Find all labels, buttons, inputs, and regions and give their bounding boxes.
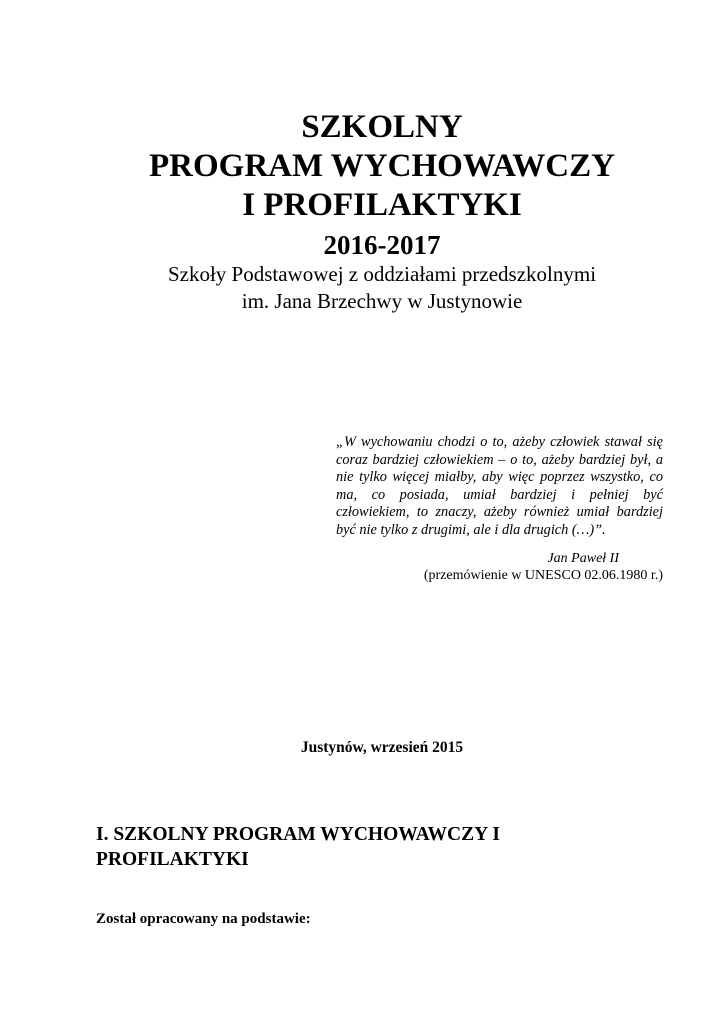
- title-line-3: I PROFILAKTYKI: [242, 187, 522, 223]
- quote-author: Jan Paweł II: [547, 551, 619, 566]
- place-date: Justynów, wrzesień 2015: [300, 739, 464, 756]
- epigraph-quote: [336, 434, 663, 583]
- quote-text: „W wychowaniu chodzi o to, ażeby człowiek stawał się coraz bardziej człowiekiem – o to, ażeby bardziej był, a nie tylko więcej miałby, aby więc poprzez wszystko, co ma, co posiada, umiał bardziej i pełniej być człowiekiem, to znaczy, ażeby również umiał bardziej być nie tylko z drugimi, ale i dla drugich (…)”.: [336, 434, 663, 538]
- title-line-2: PROGRAM WYCHOWAWCZY: [149, 148, 615, 184]
- section-heading: I. SZKOLNY PROGRAM WYCHOWAWCZY I PROFILAKTYKI: [96, 824, 500, 870]
- document-title-block: [0, 108, 724, 315]
- school-name-line-1: Szkoły Podstawowej z oddziałami przedszkolnymi: [167, 262, 597, 286]
- title-line-1: SZKOLNY: [301, 109, 463, 145]
- school-year: 2016-2017: [323, 230, 441, 260]
- section-intro: Został opracowany na podstawie:: [96, 911, 311, 927]
- school-name-line-2: im. Jana Brzechwy w Justynowie: [241, 289, 523, 313]
- quote-source: (przemówienie w UNESCO 02.06.1980 r.): [423, 568, 663, 583]
